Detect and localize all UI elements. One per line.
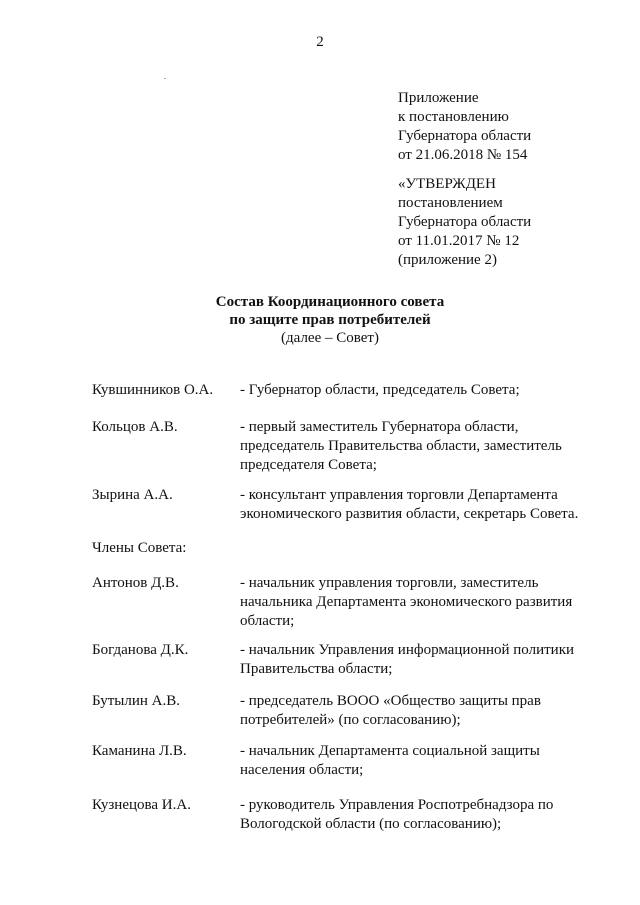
person-role [240,796,600,834]
approved-line: «УТВЕРЖДЕН [398,176,496,192]
person-role [240,641,600,679]
approved-line: постановлением [398,195,503,211]
role-line: председателя Совета; [240,457,377,473]
role-line: - консультант управления торговли Департамента [240,487,558,503]
person-name: Кузнецова И.А. [92,797,191,813]
role-line: - руководитель Управления Роспотребнадзора по [240,797,554,813]
person-name: Антонов Д.В. [92,575,179,591]
approved-line: от 11.01.2017 № 12 [398,233,520,249]
annex-line: от 21.06.2018 № 154 [398,147,528,163]
approved-line: (приложение 2) [398,252,497,268]
person-role [240,692,600,730]
person-name: Зырина А.А. [92,487,173,503]
role-line: - председатель ВООО «Общество защиты прав [240,693,541,709]
role-line: - начальник Управления информационной политики [240,642,575,658]
person-role [240,574,600,631]
role-line: Вологодской области (по согласованию); [240,816,502,832]
title-line-3: (далее – Совет) [281,330,379,346]
annex-line: Приложение [398,90,479,106]
annex-line: Губернатора области [398,128,532,144]
person-role [240,381,600,400]
person-role [240,486,600,524]
person-name: Каманина Л.В. [92,743,187,759]
person-name: Кольцов А.В. [92,419,178,435]
role-line: области; [240,613,295,629]
person-name: Богданова Д.К. [92,642,189,658]
page-number: 2 [316,34,324,50]
approved-block [398,175,531,270]
role-line: Правительства области; [240,661,393,677]
person-role [240,418,600,475]
role-line: потребителей» (по согласованию); [240,712,461,728]
document-title [0,293,640,347]
role-line: - Губернатор области, председатель Совета; [240,382,520,398]
role-line: - начальник управления торговли, заместитель [240,575,539,591]
role-line: председатель Правительства области, заместитель [240,438,562,454]
role-line: - первый заместитель Губернатора области, [240,419,519,435]
person-name: Кувшинников О.А. [92,382,214,398]
annex-block [398,89,531,165]
title-line-1: Состав Координационного совета [215,294,445,310]
members-label: Члены Совета: [92,540,187,556]
role-line: - начальник Департамента социальной защиты [240,743,540,759]
person-role [240,742,600,780]
role-line: начальника Департамента экономического развития [240,594,573,610]
role-line: населения области; [240,762,364,778]
role-line: экономического развития области, секретарь Совета. [240,506,579,522]
person-name: Бутылин А.В. [92,693,181,709]
annex-line: к постановлению [398,109,509,125]
scan-speck [164,78,166,79]
approved-line: Губернатора области [398,214,532,230]
title-line-2: по защите прав потребителей [229,312,431,328]
